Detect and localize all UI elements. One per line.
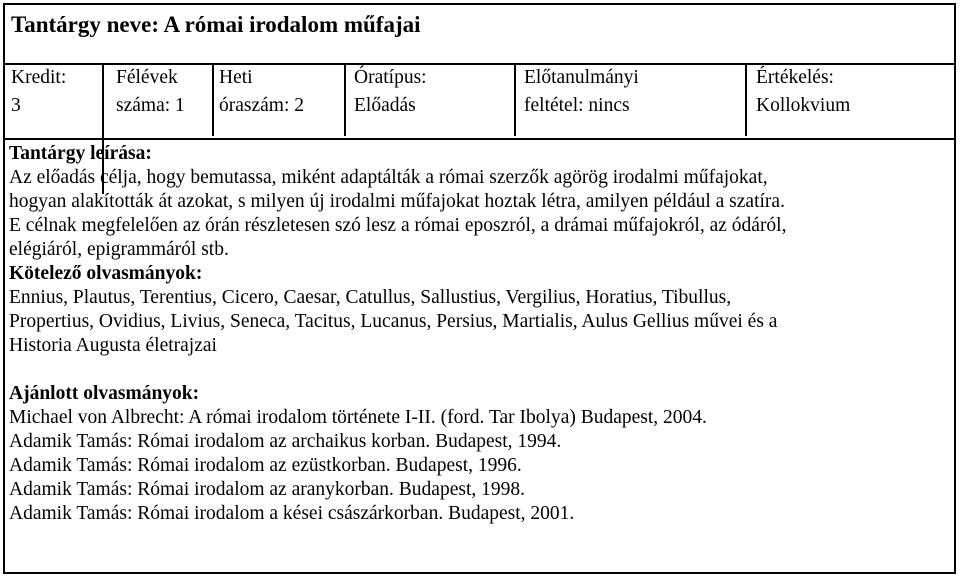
elotanulmanyi-cell [524,64,639,120]
course-title: Tantárgy neve: A római irodalom műfajai [11,12,421,37]
recommended-reading-line: Adamik Tamás: Római irodalom az ezüstkorban. Budapest, 1996. [9,455,522,476]
kredit-cell [11,64,66,120]
required-reading-line: Ennius, Plautus, Terentius, Cicero, Caesar, Catullus, Sallustius, Vergilius, Horatius, Tibullus, [9,287,732,308]
heti-cell [219,64,304,120]
description-line: Az előadás célja, hogy bemutassa, miként adaptálták a római szerzők agörög irodalmi műfajokat, [9,167,768,188]
kredit-label: Kredit: [11,67,67,88]
kredit-value: 3 [11,95,21,116]
required-reading-line: Historia Augusta életrajzai [9,335,217,356]
col-divider-4 [514,63,516,136]
heti-label: Heti [219,67,253,88]
description-line: elégiáról, epigrammáról stb. [9,239,229,260]
col-divider-3 [344,63,346,136]
elotanulmanyi-value: feltétel: nincs [524,95,630,116]
ertekeles-value: Kollokvium [756,95,851,116]
recommended-reading-line: Michael von Albrecht: A római irodalom története I-II. (ford. Tar Ibolya) Budapest, 2004. [9,407,707,428]
col-divider-5 [745,63,747,136]
spacer [9,358,949,382]
elotanulmanyi-label: Előtanulmányi [524,67,639,88]
course-description [9,142,949,526]
header-divider [5,138,954,140]
felevek-value: száma: 1 [116,95,185,116]
description-line: hogyan alakították át azokat, s milyen új irodalmi műfajokat hoztak létra, amilyen például a szatíra. [9,191,785,212]
felevek-label: Félévek [116,67,178,88]
required-reading-heading: Kötelező olvasmányok: [9,263,203,284]
ertekeles-label: Értékelés: [756,67,834,88]
required-reading-line: Propertius, Ovidius, Livius, Seneca, Tacitus, Lucanus, Persius, Martialis, Aulus Gellius művei és a [9,311,778,332]
ertekeles-cell [756,64,850,120]
recommended-reading-line: Adamik Tamás: Római irodalom a kései császárkorban. Budapest, 2001. [9,503,575,524]
oratipus-label: Óratípus: [354,67,427,88]
col-divider-2 [212,63,214,136]
recommended-reading-heading: Ajánlott olvasmányok: [9,383,200,404]
recommended-reading-line: Adamik Tamás: Római irodalom az aranykorban. Budapest, 1998. [9,479,525,500]
recommended-reading-line: Adamik Tamás: Római irodalom az archaikus korban. Budapest, 1994. [9,431,562,452]
felevek-cell [116,64,185,120]
description-heading: Tantárgy leírása: [9,143,152,164]
heti-value: óraszám: 2 [219,95,305,116]
oratipus-cell [354,64,427,120]
oratipus-value: Előadás [354,95,416,116]
description-line: E célnak megfelelően az órán részletesen szó lesz a római eposzról, a drámai műfajokról, az ódáról, [9,215,787,236]
